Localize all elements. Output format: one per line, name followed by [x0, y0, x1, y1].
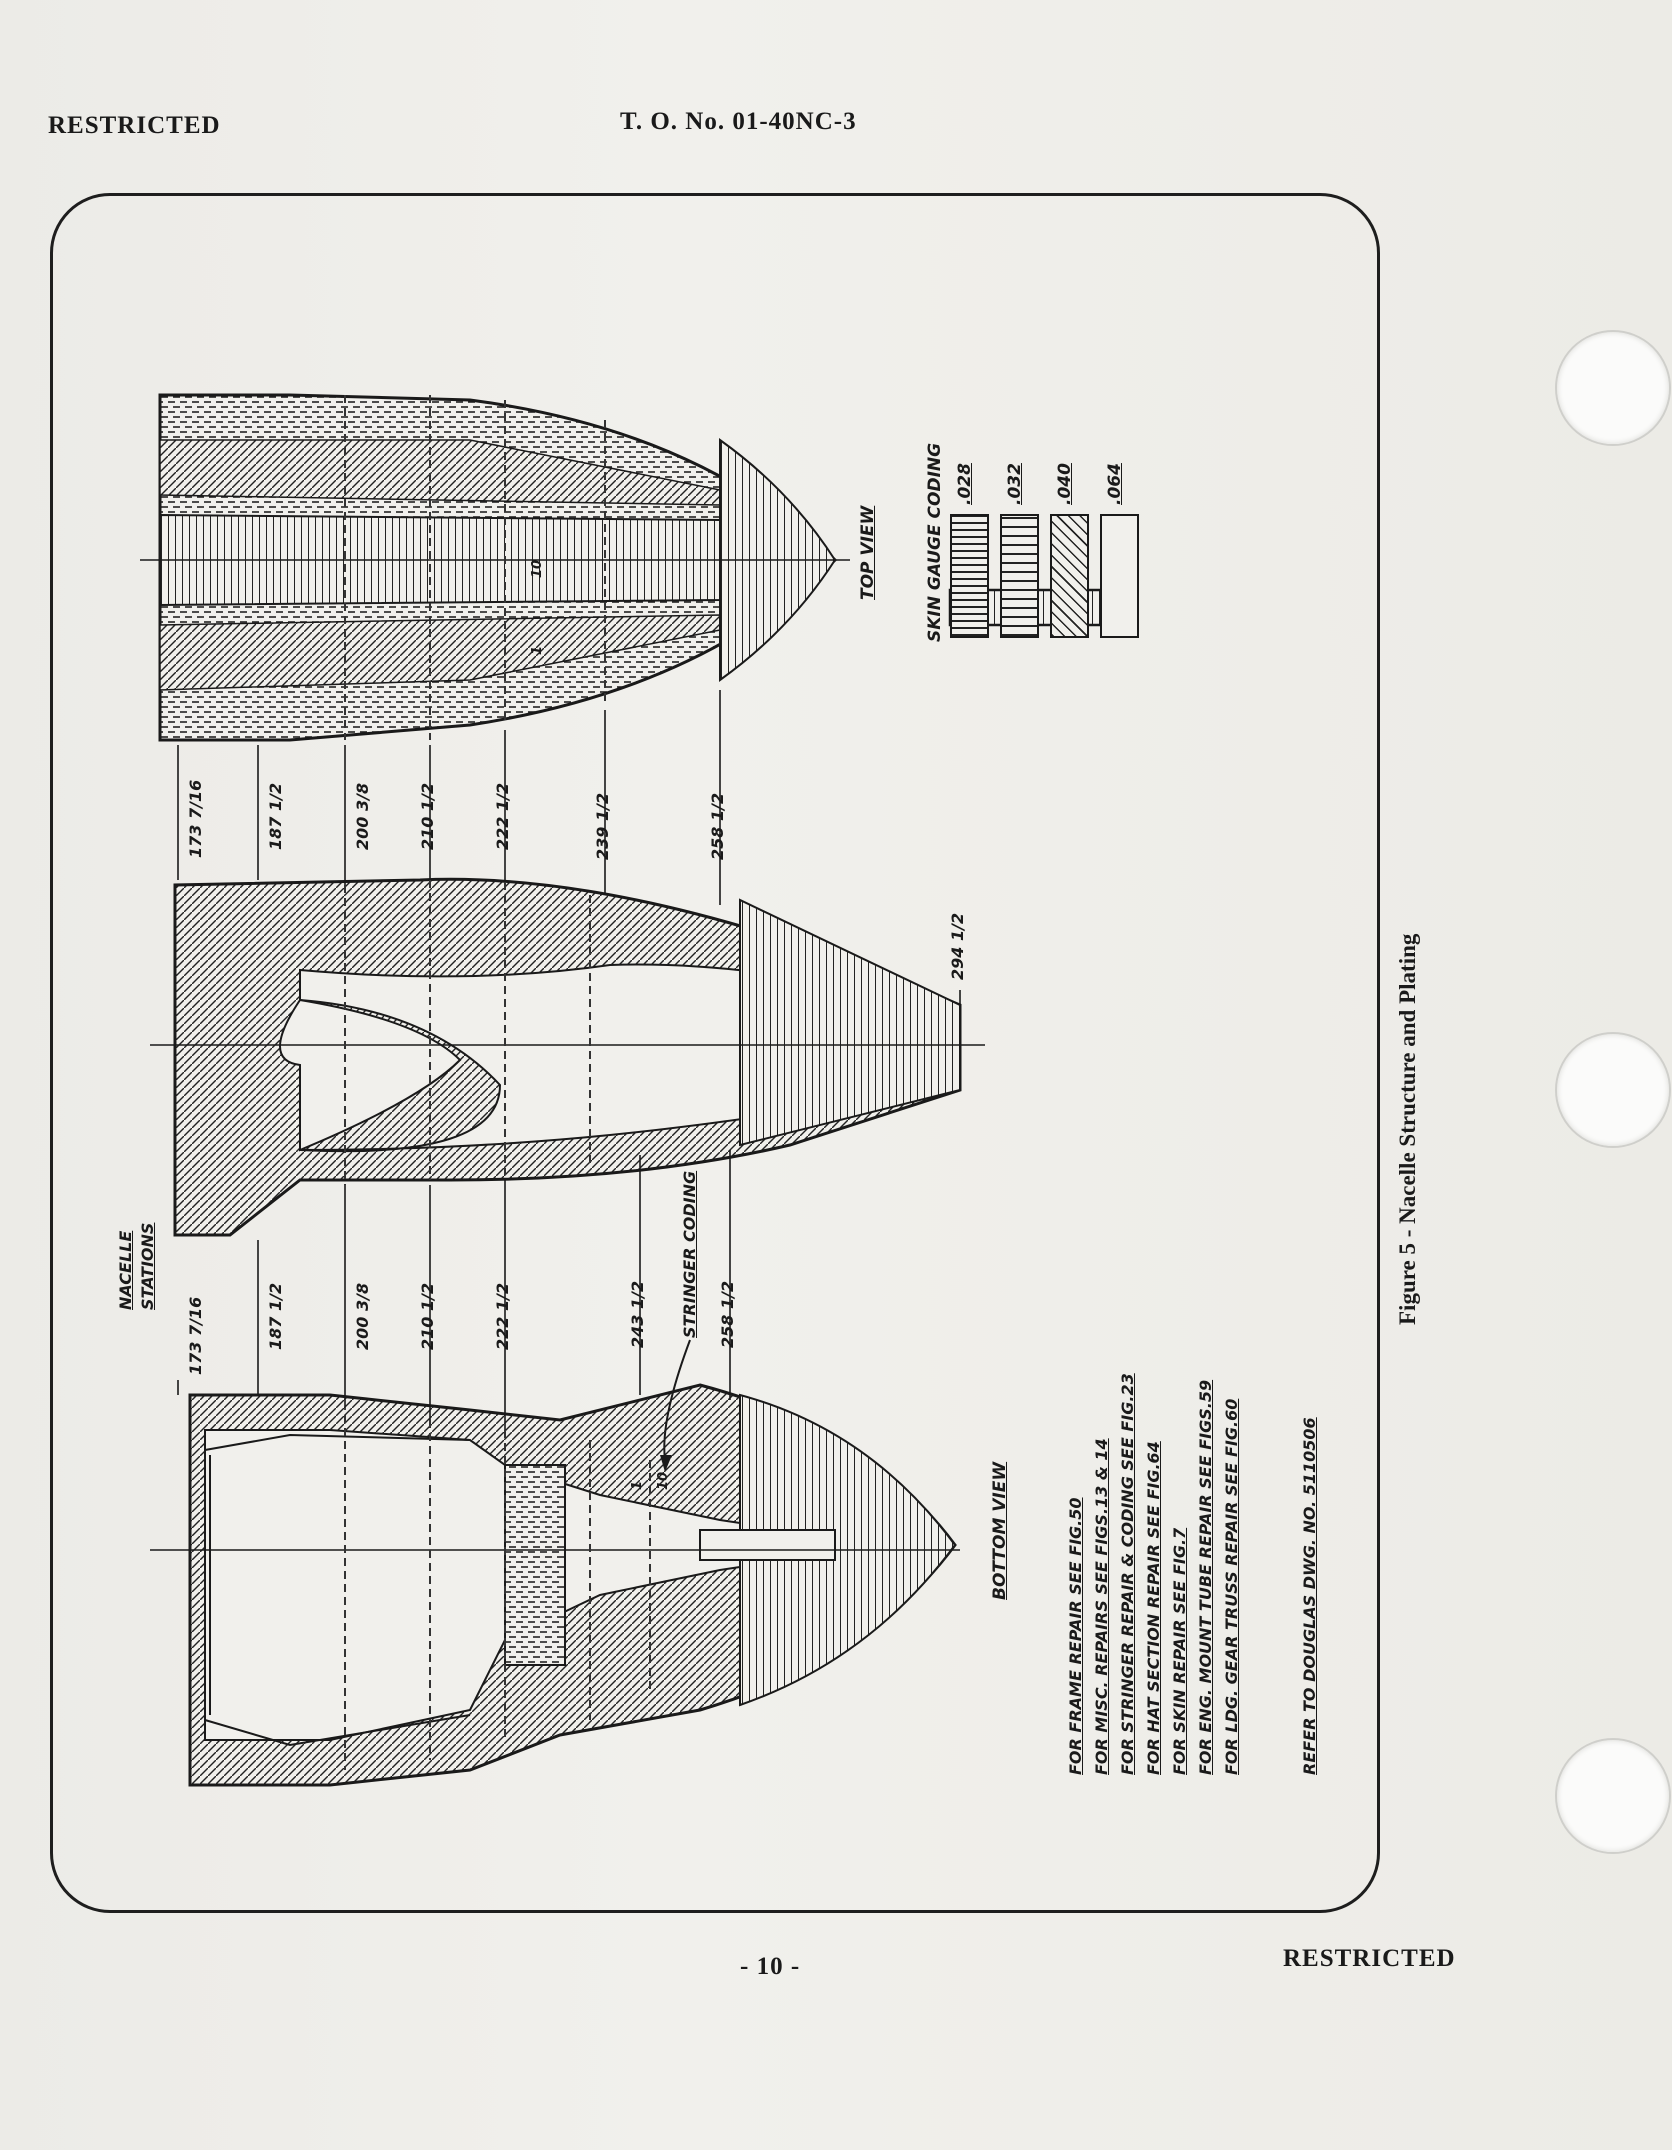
station-left-5: 222 1/2 [493, 1282, 512, 1350]
gauge-box-064-swatch [1100, 514, 1139, 638]
gauge-label-032: .032 [1005, 463, 1025, 505]
header-restricted-left: RESTRICTED [48, 112, 221, 139]
side-view-drawing [150, 879, 985, 1235]
stringer-coding-label: STRINGER CODING [680, 1170, 699, 1338]
station-side-294: 294 1/2 [948, 912, 967, 980]
station-right-1: 173 7/16 [186, 779, 205, 858]
station-right-7: 258 1/2 [708, 792, 727, 860]
ref-hat-section-repair: FOR HAT SECTION REPAIR SEE FIG.64 [1144, 1441, 1163, 1775]
gauge-label-028: .028 [955, 463, 975, 505]
skin-gauge-title: SKIN GAUGE CODING [925, 442, 945, 642]
stringer-number-3: 10 [530, 559, 545, 578]
station-left-1: 173 7/16 [186, 1296, 205, 1375]
side-view-nose-plate [740, 900, 960, 1145]
ref-misc-repairs: FOR MISC. REPAIRS SEE FIGS.13 & 14 [1092, 1438, 1111, 1775]
stringer-number-1: 10 [656, 1471, 671, 1490]
gauge-box-040-swatch [1050, 514, 1089, 638]
station-right-4: 210 1/2 [418, 782, 437, 850]
station-right-2: 187 1/2 [266, 782, 285, 850]
station-right-5: 222 1/2 [493, 782, 512, 850]
station-left-7: 258 1/2 [718, 1280, 737, 1348]
ref-ldg-gear-truss-repair: FOR LDG. GEAR TRUSS REPAIR SEE FIG.60 [1222, 1398, 1241, 1775]
bottom-view-plate-032 [505, 1465, 565, 1665]
stringer-number-2: 1 [630, 1480, 645, 1490]
station-left-4: 210 1/2 [418, 1282, 437, 1350]
station-right-3: 200 3/8 [353, 782, 372, 850]
ref-stringer-repair: FOR STRINGER REPAIR & CODING SEE FIG.23 [1118, 1373, 1137, 1775]
figure-caption: Figure 5 - Nacelle Structure and Plating [1395, 933, 1420, 1325]
gauge-box-032-swatch [1000, 514, 1039, 638]
bottom-view-drawing [150, 1385, 960, 1785]
footer-page-number: - 10 - [740, 1953, 801, 1980]
ref-douglas-drawing: REFER TO DOUGLAS DWG. NO. 5110506 [1300, 1417, 1319, 1775]
top-view-label: TOP VIEW [858, 505, 878, 600]
footer-restricted-right: RESTRICTED [1283, 1945, 1456, 1972]
station-left-3: 200 3/8 [353, 1282, 372, 1350]
station-right-6: 239 1/2 [593, 792, 612, 860]
station-left-2: 187 1/2 [266, 1282, 285, 1350]
gauge-box-028-swatch [950, 514, 989, 638]
station-left-6: 243 1/2 [628, 1280, 647, 1348]
gauge-label-040: .040 [1055, 463, 1075, 505]
bottom-view-label: BOTTOM VIEW [990, 1461, 1010, 1600]
top-view-drawing [140, 395, 850, 740]
ref-eng-mount-repair: FOR ENG. MOUNT TUBE REPAIR SEE FIGS.59 [1196, 1379, 1215, 1775]
header-document-number: T. O. No. 01-40NC-3 [620, 108, 857, 135]
ref-frame-repair: FOR FRAME REPAIR SEE FIG.50 [1066, 1497, 1085, 1775]
nacelle-stations-label: NACELLE STATIONS [116, 1222, 157, 1310]
bottom-view-centre-slot [700, 1530, 835, 1560]
stringer-number-4: 1 [530, 645, 545, 655]
ref-skin-repair: FOR SKIN REPAIR SEE FIG.7 [1170, 1527, 1189, 1775]
gauge-label-064: .064 [1105, 463, 1125, 505]
